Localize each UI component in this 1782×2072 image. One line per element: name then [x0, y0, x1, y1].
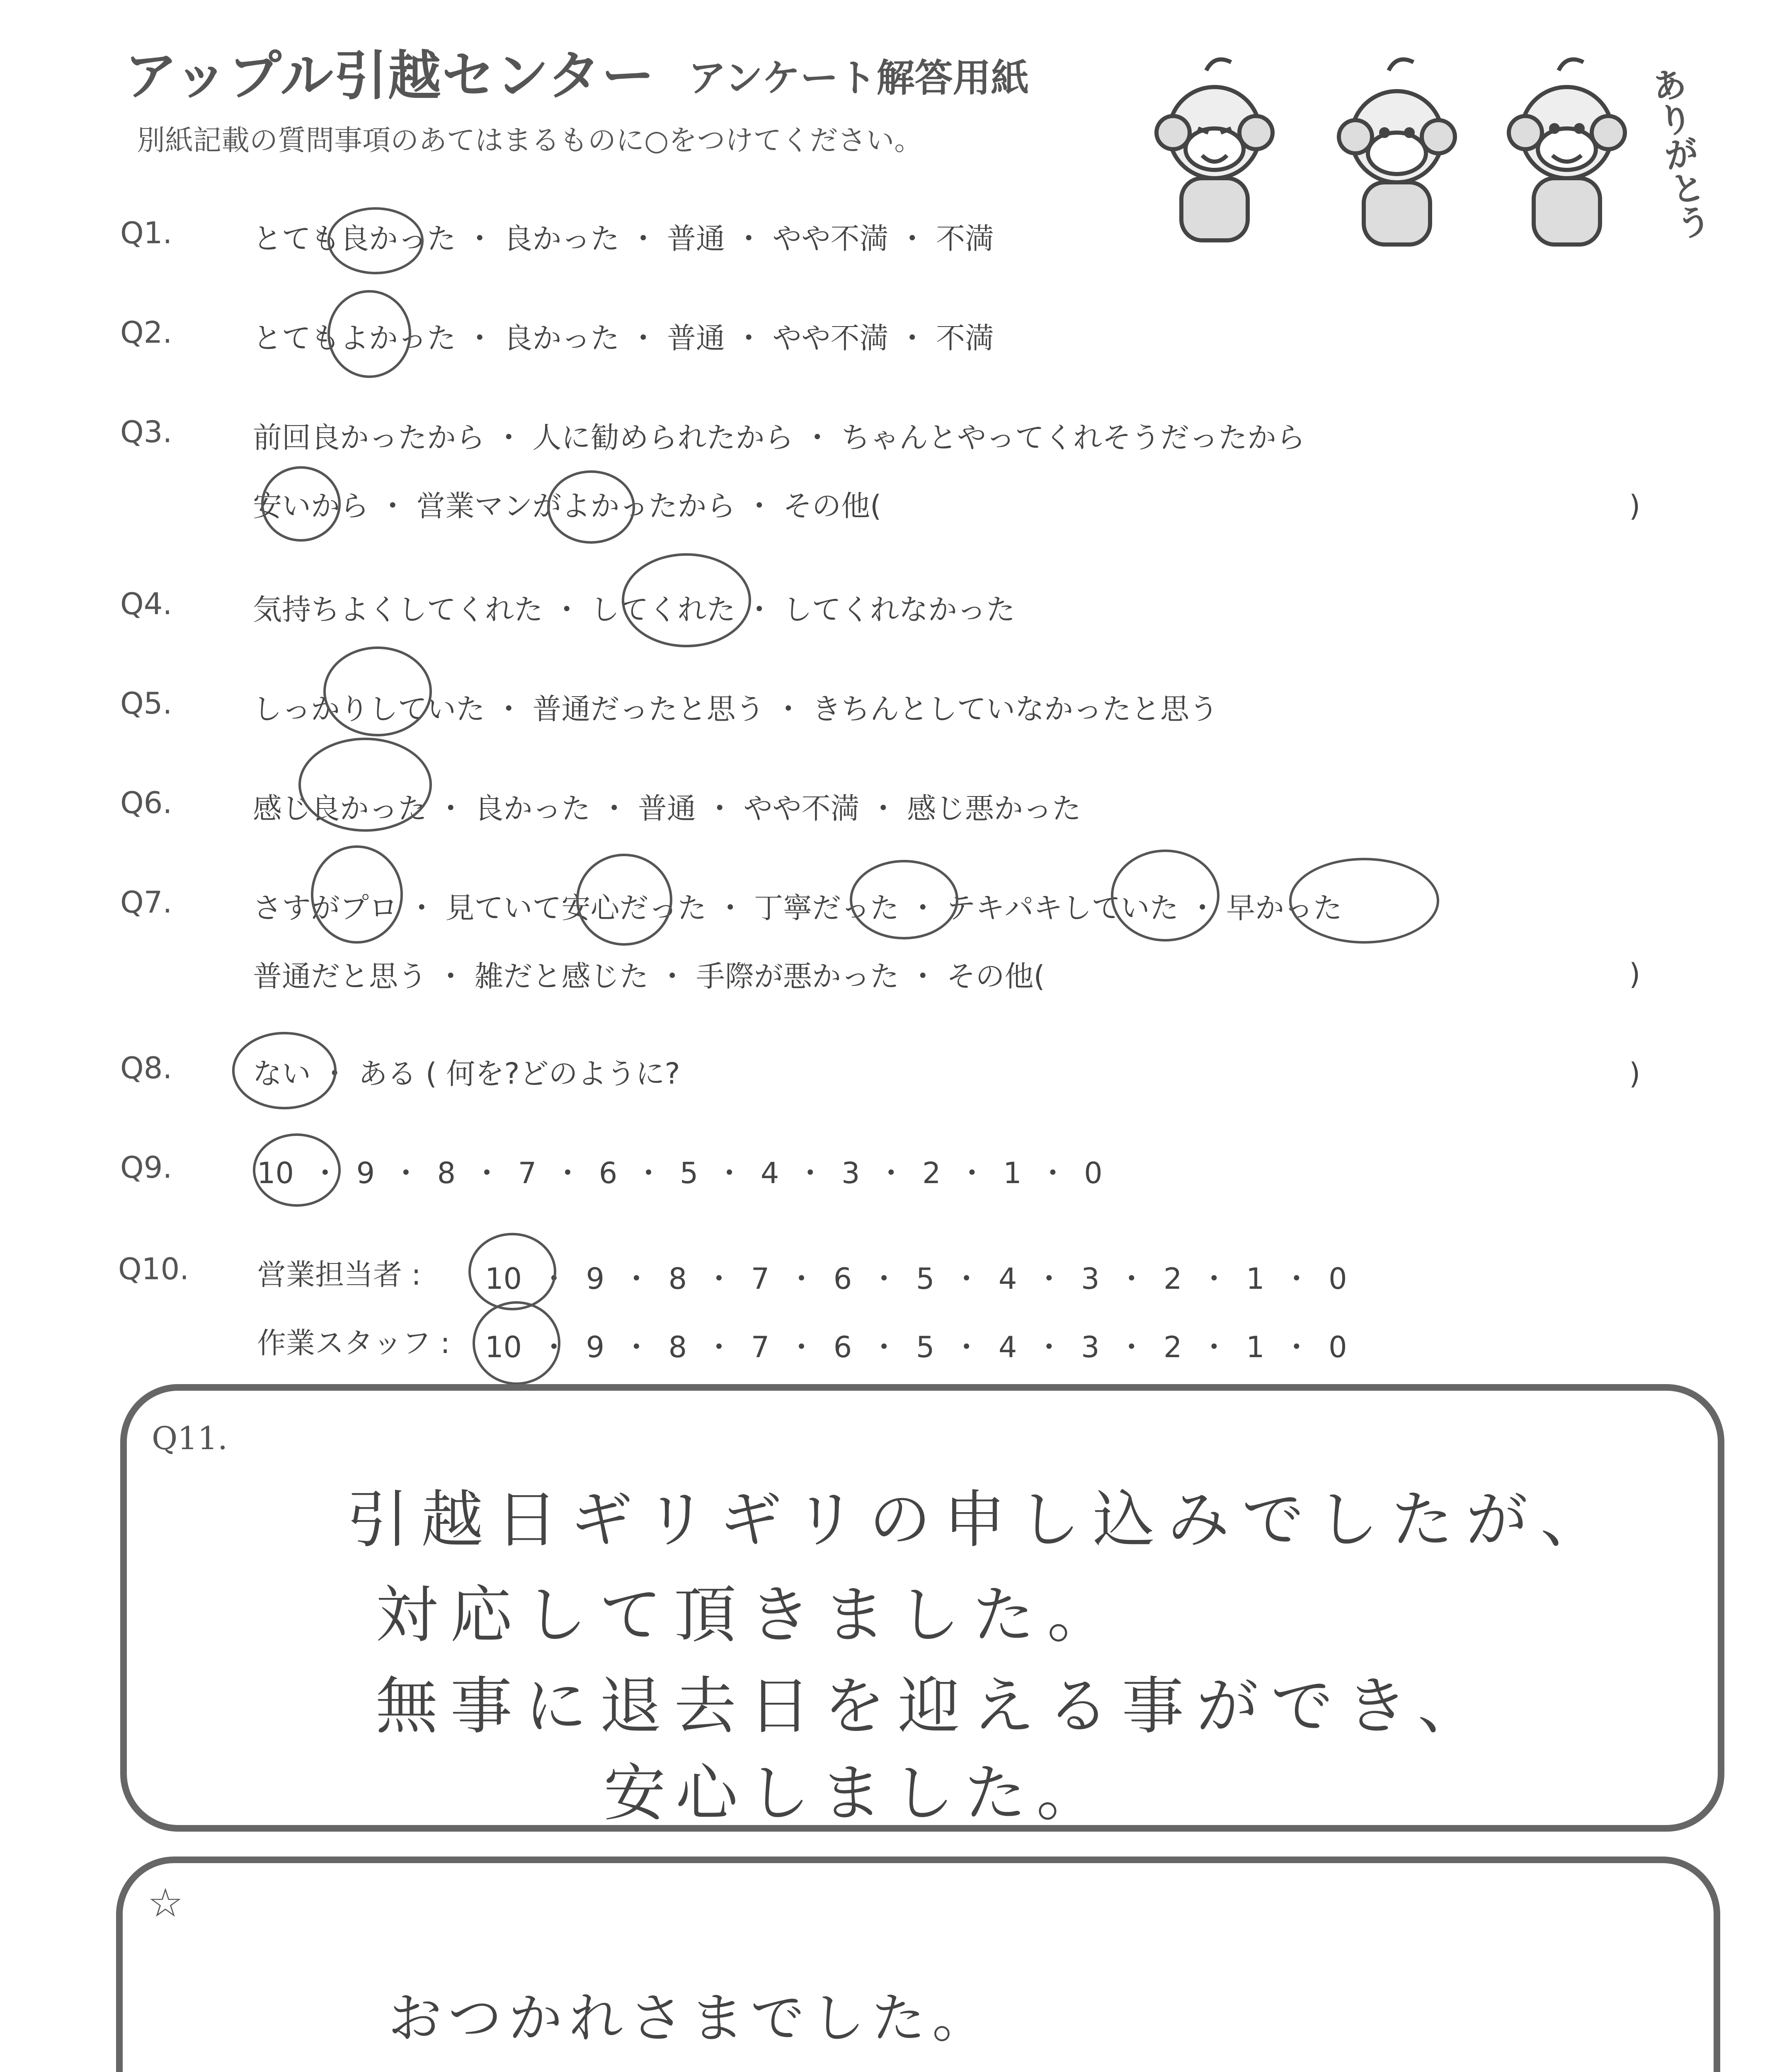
- q3-answer-circle-2: [547, 470, 635, 544]
- q8-answer-circle: [232, 1032, 337, 1109]
- monkey-2-icon: [1339, 59, 1455, 244]
- q4-option-1[interactable]: 気持ちよくしてくれた: [253, 593, 543, 627]
- q1-options: とても良かった ・ 良かった ・ 普通 ・ やや不満 ・ 不満: [253, 222, 994, 256]
- q8-option-1[interactable]: ない: [253, 1057, 311, 1091]
- q3-option-5[interactable]: 営業マンがよかったから: [416, 489, 736, 523]
- q5-option-2[interactable]: 普通だったと思う: [532, 692, 765, 726]
- q6-label: Q6.: [120, 785, 172, 820]
- q11-comment-box[interactable]: [120, 1384, 1724, 1832]
- q3-option-1[interactable]: 前回良かったから: [253, 421, 485, 455]
- q3-close-paren: ): [1629, 489, 1641, 523]
- q6-options: 感じ良かった ・ 良かった ・ 普通 ・ やや不満 ・ 感じ悪かった: [253, 792, 1081, 825]
- q6-option-4[interactable]: やや不満: [743, 792, 860, 825]
- q9-score-2[interactable]: 2: [922, 1156, 941, 1190]
- q3-option-4[interactable]: 安いから: [253, 489, 369, 523]
- q9-score-8[interactable]: 8: [437, 1156, 456, 1190]
- instruction-text: 別紙記載の質問事項のあてはまるものに○をつけてください。: [137, 124, 923, 157]
- q10-staff-score-5[interactable]: 5: [916, 1330, 935, 1364]
- q10-sales-label: 営業担当者 :: [257, 1258, 421, 1292]
- q2-option-2[interactable]: 良かった: [503, 321, 620, 355]
- q10-sales-score-6[interactable]: 6: [833, 1262, 852, 1296]
- q10-sales-score-7[interactable]: 7: [751, 1262, 770, 1296]
- q9-score-0[interactable]: 0: [1084, 1156, 1103, 1190]
- q3-answer-circle-1: [261, 466, 341, 542]
- q7-option-7[interactable]: 雑だと感じた: [474, 959, 649, 993]
- q10-sales-score-3[interactable]: 3: [1081, 1262, 1100, 1296]
- q9-score-5[interactable]: 5: [679, 1156, 698, 1190]
- q7-option-6[interactable]: 普通だと思う: [253, 959, 427, 993]
- q8-option-2[interactable]: ある ( 何を?どのように?: [358, 1057, 680, 1091]
- q6-option-2[interactable]: 良かった: [474, 792, 591, 825]
- q10-staff-label: 作業スタッフ :: [257, 1326, 450, 1360]
- q7-label: Q7.: [120, 885, 172, 920]
- q10-staff-score-4[interactable]: 4: [998, 1330, 1017, 1364]
- q1-option-5[interactable]: 不満: [936, 222, 994, 256]
- q10-sales-answer-circle: [468, 1233, 556, 1310]
- q10-staff-scale: 10 ・ 9 ・ 8 ・ 7 ・ 6 ・ 5 ・ 4 ・ 3 ・ 2 ・ 1 ・ 0: [485, 1330, 1347, 1364]
- q10-staff-score-7[interactable]: 7: [751, 1330, 770, 1364]
- q8-options: ない ・ ある ( 何を?どのように?: [253, 1057, 680, 1091]
- q11-line-3: 無事に退去日を迎える事ができ、: [376, 1670, 1493, 1743]
- q10-staff-score-9[interactable]: 9: [586, 1330, 605, 1364]
- q7-answer-circle-3: [850, 860, 958, 939]
- q10-staff-answer-circle: [473, 1301, 560, 1385]
- q10-staff-score-8[interactable]: 8: [668, 1330, 687, 1364]
- q5-options: しっかりしていた ・ 普通だったと思う ・ きちんとしていなかったと思う: [253, 692, 1219, 726]
- q9-label: Q9.: [120, 1150, 172, 1185]
- q9-scale: 10 ・ 9 ・ 8 ・ 7 ・ 6 ・ 5 ・ 4 ・ 3 ・ 2 ・ 1 ・ 0: [257, 1156, 1103, 1190]
- q3-option-other[interactable]: その他(: [783, 489, 882, 523]
- q9-score-6[interactable]: 6: [599, 1156, 618, 1190]
- q9-score-10[interactable]: 10: [257, 1156, 294, 1190]
- q6-option-1[interactable]: 感じ良かった: [253, 792, 427, 825]
- q2-option-4[interactable]: やや不満: [772, 321, 889, 355]
- q9-answer-circle: [253, 1133, 341, 1207]
- form-name: アンケート解答用紙: [688, 56, 1029, 100]
- q7-option-2[interactable]: 見ていて安心だった: [445, 891, 707, 925]
- q2-answer-circle: [327, 290, 411, 378]
- company-name: アップル引越センター: [124, 45, 655, 107]
- q9-score-7[interactable]: 7: [518, 1156, 537, 1190]
- star-comment-box[interactable]: [116, 1857, 1720, 2072]
- q1-option-1[interactable]: とても良かった: [253, 222, 456, 256]
- q1-label: Q1.: [120, 215, 172, 250]
- q7-option-1[interactable]: さすがプロ: [253, 891, 398, 925]
- q10-staff-score-2[interactable]: 2: [1164, 1330, 1182, 1364]
- q5-option-1[interactable]: しっかりしていた: [253, 692, 485, 726]
- monkey-3-icon: [1509, 59, 1625, 244]
- q5-answer-circle: [323, 646, 432, 736]
- q7-close-paren: ): [1629, 957, 1641, 991]
- q11-line-1: 引越日ギリギリの申し込みでしたが、: [347, 1484, 1615, 1556]
- q2-label: Q2.: [120, 315, 172, 350]
- q10-staff-score-0[interactable]: 0: [1329, 1330, 1347, 1364]
- q11-line-2: 対応して頂きました。: [376, 1579, 1122, 1651]
- q10-staff-score-1[interactable]: 1: [1246, 1330, 1265, 1364]
- q5-option-3[interactable]: きちんとしていなかったと思う: [812, 692, 1219, 726]
- q2-option-1[interactable]: とてもよかった: [253, 321, 456, 355]
- q4-option-2[interactable]: してくれた: [590, 593, 736, 627]
- q10-sales-score-4[interactable]: 4: [998, 1262, 1017, 1296]
- q6-option-5[interactable]: 感じ悪かった: [907, 792, 1081, 825]
- q7-answer-circle-1: [311, 845, 403, 944]
- q11-label: Q11.: [152, 1420, 228, 1457]
- q7-option-4[interactable]: テキパキしていた: [946, 891, 1179, 925]
- q10-sales-score-5[interactable]: 5: [916, 1262, 935, 1296]
- q10-sales-score-2[interactable]: 2: [1164, 1262, 1182, 1296]
- q1-option-3[interactable]: 普通: [667, 222, 725, 256]
- q10-sales-scale: 10 ・ 9 ・ 8 ・ 7 ・ 6 ・ 5 ・ 4 ・ 3 ・ 2 ・ 1 ・ 0: [485, 1262, 1347, 1296]
- q7-options-line1: さすがプロ ・ 見ていて安心だった ・ 丁寧だった ・ テキパキしていた ・ 早かった: [253, 891, 1343, 925]
- q10-sales-score-10[interactable]: 10: [485, 1262, 522, 1296]
- q4-label: Q4.: [120, 586, 172, 621]
- q1-answer-circle: [327, 207, 424, 274]
- q7-answer-circle-4: [1111, 850, 1220, 942]
- q3-option-3[interactable]: ちゃんとやってくれそうだったから: [841, 421, 1306, 455]
- q10-sales-score-0[interactable]: 0: [1329, 1262, 1347, 1296]
- q6-option-3[interactable]: 普通: [638, 792, 696, 825]
- q10-sales-score-1[interactable]: 1: [1246, 1262, 1265, 1296]
- q4-answer-circle: [622, 553, 751, 647]
- thanks-text: ありがとう: [1644, 64, 1714, 243]
- q7-answer-circle-5: [1289, 858, 1439, 944]
- q7-option-3[interactable]: 丁寧だった: [754, 891, 899, 925]
- q4-option-3[interactable]: してくれなかった: [783, 593, 1016, 627]
- q2-options: とてもよかった ・ 良かった ・ 普通 ・ やや不満 ・ 不満: [253, 321, 994, 355]
- q11-line-4: 安心しました。: [604, 1757, 1109, 1830]
- q1-option-4[interactable]: やや不満: [772, 222, 889, 256]
- q8-close-paren: ): [1629, 1057, 1641, 1091]
- q9-score-9[interactable]: 9: [356, 1156, 375, 1190]
- q8-label: Q8.: [120, 1051, 172, 1085]
- q7-option-8[interactable]: 手際が悪かった: [696, 959, 899, 993]
- q5-label: Q5.: [120, 686, 172, 721]
- mascot-monkeys-illustration: [1144, 54, 1691, 269]
- q10-sales-score-9[interactable]: 9: [586, 1262, 605, 1296]
- q6-answer-circle: [298, 738, 432, 832]
- q2-option-5[interactable]: 不満: [936, 321, 994, 355]
- q9-score-1[interactable]: 1: [1003, 1156, 1022, 1190]
- q3-option-2[interactable]: 人に勧められたから: [532, 421, 794, 455]
- q10-staff-score-10[interactable]: 10: [485, 1330, 522, 1364]
- star-label: ☆: [148, 1880, 184, 1926]
- q9-score-4[interactable]: 4: [760, 1156, 779, 1190]
- q9-score-3[interactable]: 3: [841, 1156, 860, 1190]
- q10-staff-score-6[interactable]: 6: [833, 1330, 852, 1364]
- q4-options: 気持ちよくしてくれた ・ してくれた ・ してくれなかった: [253, 593, 1016, 627]
- q10-sales-score-8[interactable]: 8: [668, 1262, 687, 1296]
- q7-options-line2: 普通だと思う ・ 雑だと感じた ・ 手際が悪かった ・ その他(: [253, 959, 1045, 993]
- q3-label: Q3.: [120, 414, 172, 449]
- q2-option-3[interactable]: 普通: [667, 321, 725, 355]
- q10-label: Q10.: [118, 1251, 189, 1286]
- q7-option-other[interactable]: その他(: [946, 959, 1045, 993]
- q7-answer-circle-2: [576, 854, 672, 946]
- q3-options-line2: 安いから ・ 営業マンがよかったから ・ その他(: [253, 489, 882, 523]
- monkey-1-icon: [1156, 59, 1273, 240]
- q7-option-5[interactable]: 早かった: [1226, 891, 1343, 925]
- star-text: おつかれさまでした。: [388, 1987, 993, 2050]
- q10-staff-score-3[interactable]: 3: [1081, 1330, 1100, 1364]
- q1-option-2[interactable]: 良かった: [503, 222, 620, 256]
- q3-options-line1: 前回良かったから ・ 人に勧められたから ・ ちゃんとやってくれそうだったから: [253, 421, 1306, 455]
